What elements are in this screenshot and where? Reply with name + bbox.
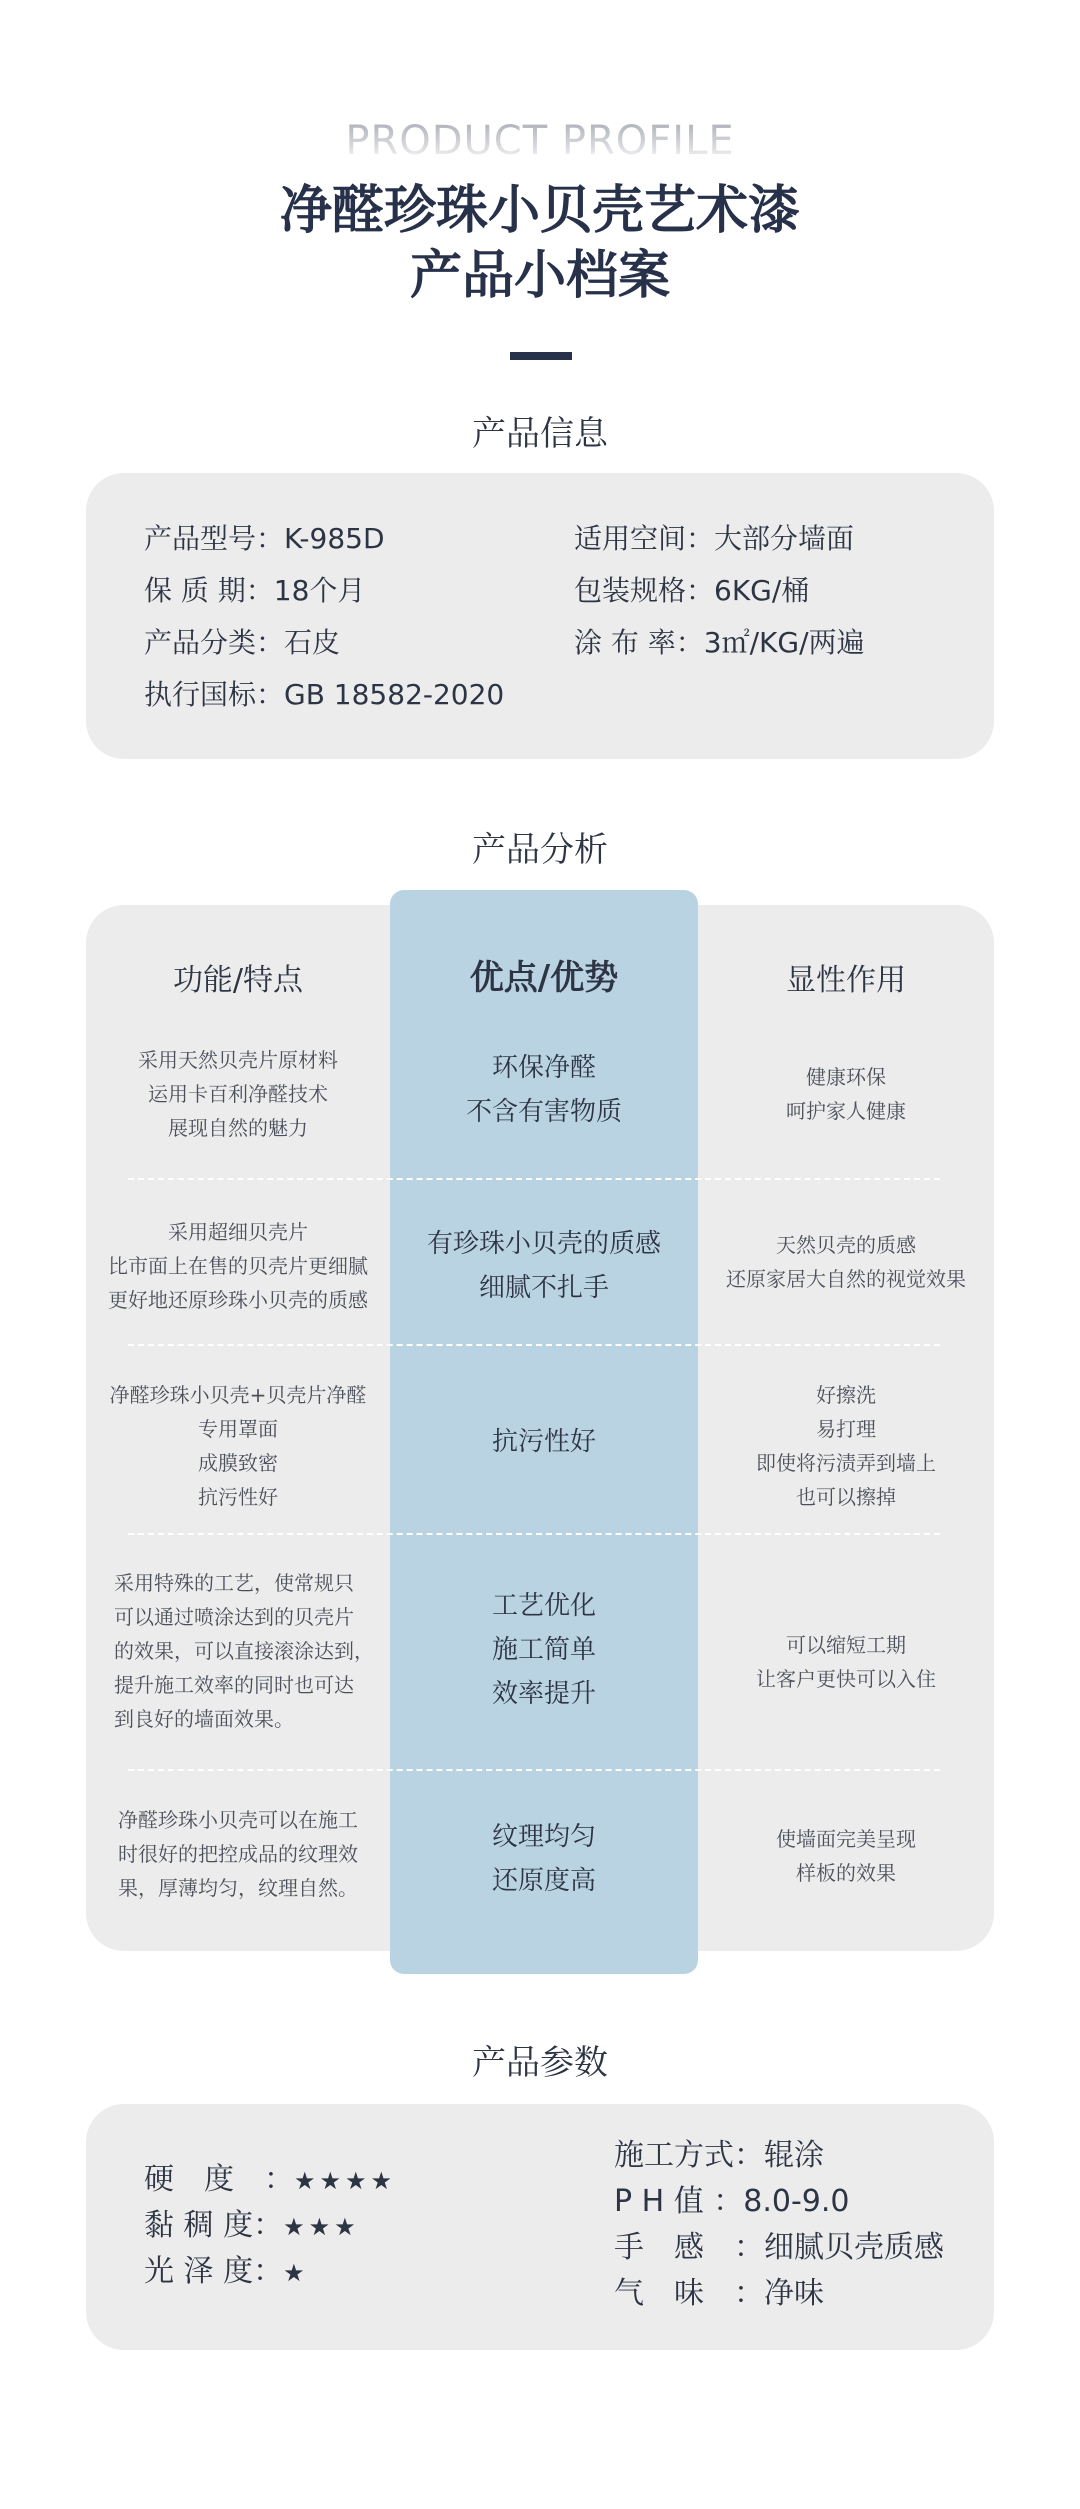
row-divider: [128, 1769, 940, 1771]
row2-feature: 采用超细贝壳片 比市面上在售的贝壳片更细腻 更好地还原珍珠小贝壳的质感: [108, 1220, 368, 1312]
section-title-params: 产品参数: [472, 2043, 608, 2083]
param-feel: 手 感 ：细腻贝壳质感: [614, 2230, 944, 2265]
viscosity-rating-stars: ★★★: [283, 2213, 360, 2241]
section-title-analysis: 产品分析: [472, 830, 608, 870]
row4-advantage: 工艺优化 施工简单 效率提升: [491, 1591, 596, 1709]
subtitle-en: PRODUCT PROFILE: [0, 118, 1080, 164]
param-ph: P H 值 ：8.0-9.0: [614, 2184, 850, 2219]
row4-feature: 采用特殊的工艺，使常规只 可以通过喷涂达到的贝壳片 的效果，可以直接滚涂达到， 提升施工效率的同时也可达 到良好的墙面效果。: [114, 1571, 374, 1731]
param-gloss: 光 泽 度：★: [144, 2254, 309, 2289]
param-application: 施工方式：辊涂: [614, 2138, 824, 2173]
page-title-line1: 净醛珍珠小贝壳艺术漆: [279, 181, 800, 241]
row5-feature: 净醛珍珠小贝壳可以在施工 时很好的把控成品的纹理效 果，厚薄均匀，纹理自然。: [118, 1808, 358, 1900]
row-divider: [128, 1178, 940, 1180]
section-title-info: 产品信息: [472, 414, 608, 454]
row1-advantage: 环保净醛 不含有害物质: [465, 1053, 622, 1127]
page-title-line2: 产品小档案: [409, 246, 670, 306]
param-hardness: 硬 度 ：★★★★: [144, 2162, 397, 2197]
gloss-rating-stars: ★: [283, 2259, 309, 2287]
info-standard: 执行国标：GB 18582-2020: [144, 678, 505, 711]
row5-advantage: 纹理均匀 还原度高: [491, 1822, 596, 1896]
row-divider: [128, 1344, 940, 1346]
row2-effect: 天然贝壳的质感 还原家居大自然的视觉效果: [726, 1233, 966, 1291]
row5-effect: 使墙面完美呈现 样板的效果: [776, 1827, 916, 1885]
info-space: 适用空间：大部分墙面: [574, 522, 855, 555]
info-coverage: 涂 布 率：3㎡/KG/两遍: [574, 626, 865, 659]
info-card: [86, 473, 994, 759]
row3-feature: 净醛珍珠小贝壳+贝壳片净醛 专用罩面 成膜致密 抗污性好: [109, 1383, 367, 1509]
row1-effect: 健康环保 呵护家人健康: [786, 1065, 906, 1123]
info-category: 产品分类：石皮: [144, 626, 341, 659]
params-card: [86, 2104, 994, 2350]
header-effects: 显性作用: [786, 963, 906, 998]
info-packaging: 包装规格：6KG/桶: [574, 574, 810, 607]
row4-effect: 可以缩短工期 让客户更快可以入住: [756, 1633, 936, 1691]
info-model: 产品型号：K-985D: [144, 522, 385, 555]
hardness-rating-stars: ★★★★: [294, 2167, 397, 2195]
info-shelf-life: 保 质 期：18个月: [144, 574, 366, 607]
param-viscosity: 黏 稠 度：★★★: [144, 2208, 360, 2243]
param-odor: 气 味 ：净味: [614, 2276, 824, 2311]
row3-advantage: 抗污性好: [491, 1427, 596, 1457]
header-advantages: 优点/优势: [469, 958, 619, 998]
header-features: 功能/特点: [172, 963, 304, 998]
row1-feature: 采用天然贝壳片原材料 运用卡百利净醛技术 展现自然的魅力: [138, 1048, 338, 1140]
title-underline-bar: [510, 352, 572, 360]
row-divider: [128, 1533, 940, 1535]
row2-advantage: 有珍珠小贝壳的质感 细腻不扎手: [426, 1229, 661, 1303]
row3-effect: 好擦洗 易打理 即使将污渍弄到墙上 也可以擦掉: [756, 1383, 936, 1509]
